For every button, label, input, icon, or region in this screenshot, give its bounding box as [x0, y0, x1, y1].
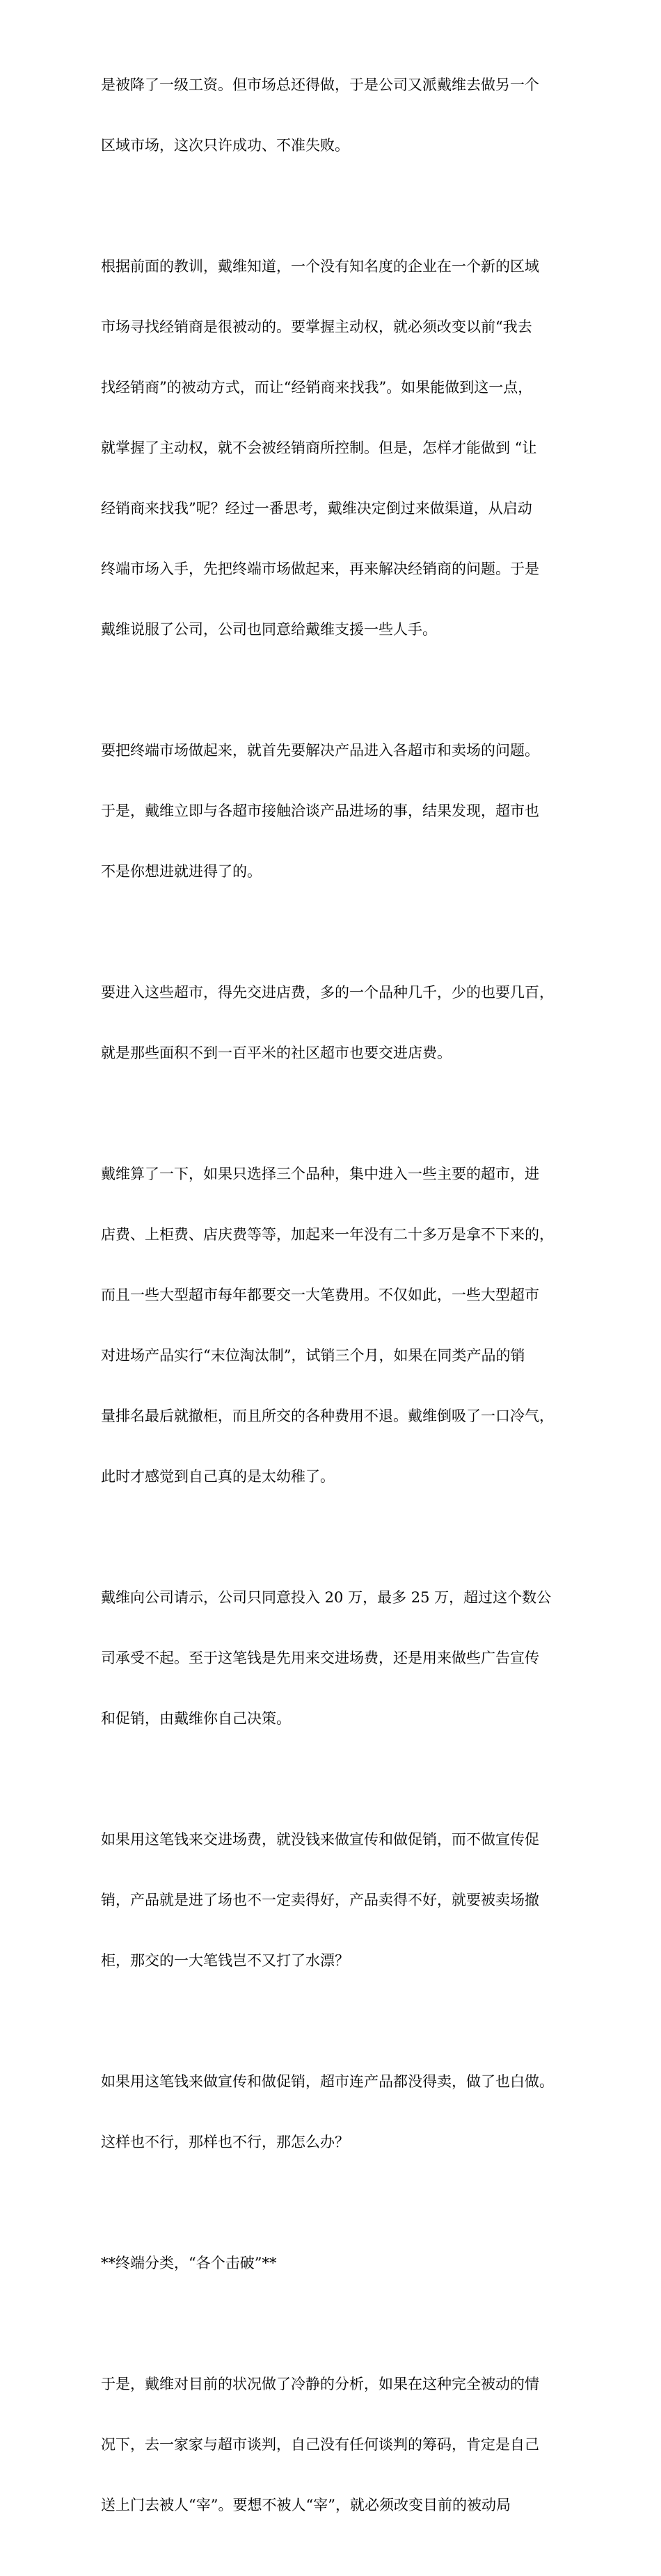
text-line: 于是，戴维对目前的状况做了冷静的分析，如果在这种完全被动的情 — [101, 2376, 539, 2392]
text-line: 柜，那交的一大笔钱岂不又打了水漂？ — [101, 1952, 349, 1969]
text-line: 此时才感觉到自己真的是太幼稚了。 — [101, 1468, 335, 1485]
text-line: 经销商来找我”呢？经过一番思考，戴维决定倒过来做渠道，从启动 — [101, 500, 532, 517]
paragraph-8 — [101, 2031, 616, 2193]
paragraph-4 — [101, 942, 616, 1104]
document-page — [101, 35, 616, 2576]
text-line: 这样也不行，那样也不行，那怎么办？ — [101, 2134, 349, 2150]
text-line: 戴维算了一下，如果只选择三个品种，集中进入一些主要的超市，进 — [101, 1166, 539, 1182]
text-line: 是被降了一级工资。但市场总还得做，于是公司又派戴维去做另一个 — [101, 77, 539, 93]
text-line: 区域市场，这次只许成功、不准失败。 — [101, 137, 349, 154]
paragraph-5 — [101, 1124, 616, 1527]
text-line: 根据前面的教训，戴维知道，一个没有知名度的企业在一个新的区域 — [101, 258, 539, 275]
text-line: 送上门去被人“宰”。要想不被人“宰”，就必须改变目前的被动局 — [101, 2497, 511, 2513]
text-line: 于是，戴维立即与各超市接触洽谈产品进场的事，结果发现，超市也 — [101, 803, 539, 819]
text-line: 不是你想进就进得了的。 — [101, 863, 262, 880]
paragraph-9 — [101, 2334, 616, 2556]
text-line: 如果用这笔钱来做宣传和做促销，超市连产品都没得卖，做了也白做。 — [101, 2073, 554, 2090]
text-line: 找经销商”的被动方式，而让“经销商来找我”。如果能做到这一点， — [101, 379, 533, 396]
text-line: 对进场产品实行“末位淘汰制”，试销三个月，如果在同类产品的销 — [101, 1347, 525, 1364]
text-line: 和促销，由戴维你自己决策。 — [101, 1710, 291, 1727]
text-line: 要把终端市场做起来，就首先要解决产品进入各超市和卖场的问题。 — [101, 742, 539, 759]
text-line: 而且一些大型超市每年都要交一大笔费用。不仅如此，一些大型超市 — [101, 1287, 539, 1303]
text-line: 销，产品就是进了场也不一定卖得好，产品卖得不好，就要被卖场撤 — [101, 1892, 539, 1908]
text-line: 司承受不起。至于这笔钱是先用来交进场费，还是用来做些广告宣传 — [101, 1650, 539, 1666]
section-heading — [101, 2213, 616, 2314]
text-line: 如果用这笔钱来交进场费，就没钱来做宣传和做促销，而不做宣传促 — [101, 1831, 539, 1848]
text-line: 终端市场入手，先把终端市场做起来，再来解决经销商的问题。于是 — [101, 561, 539, 577]
paragraph-1 — [101, 35, 616, 196]
text-line: 戴维向公司请示，公司只同意投入 20 万，最多 25 万，超过这个数公 — [101, 1589, 552, 1606]
paragraph-6 — [101, 1547, 616, 1769]
text-line: **终端分类，“各个击破”** — [101, 2255, 277, 2271]
text-line: 况下，去一家家与超市谈判，自己没有任何谈判的筹码，肯定是自己 — [101, 2436, 539, 2453]
text-line: 市场寻找经销商是很被动的。要掌握主动权，就必须改变以前“我去 — [101, 319, 532, 335]
text-line: 要进入这些超市，得先交进店费，多的一个品种几千，少的也要几百， — [101, 984, 554, 1001]
text-line: 就是那些面积不到一百平米的社区超市也要交进店费。 — [101, 1045, 452, 1061]
paragraph-2 — [101, 216, 616, 680]
text-line: 量排名最后就撤柜，而且所交的各种费用不退。戴维倒吸了一口冷气， — [101, 1408, 554, 1424]
text-line: 店费、上柜费、店庆费等等，加起来一年没有二十多万是拿不下来的， — [101, 1226, 554, 1243]
text-line: 就掌握了主动权，就不会被经销商所控制。但是，怎样才能做到 “让 — [101, 440, 537, 456]
paragraph-3 — [101, 700, 616, 922]
text-line: 戴维说服了公司，公司也同意给戴维支援一些人手。 — [101, 621, 437, 638]
paragraph-7 — [101, 1789, 616, 2011]
